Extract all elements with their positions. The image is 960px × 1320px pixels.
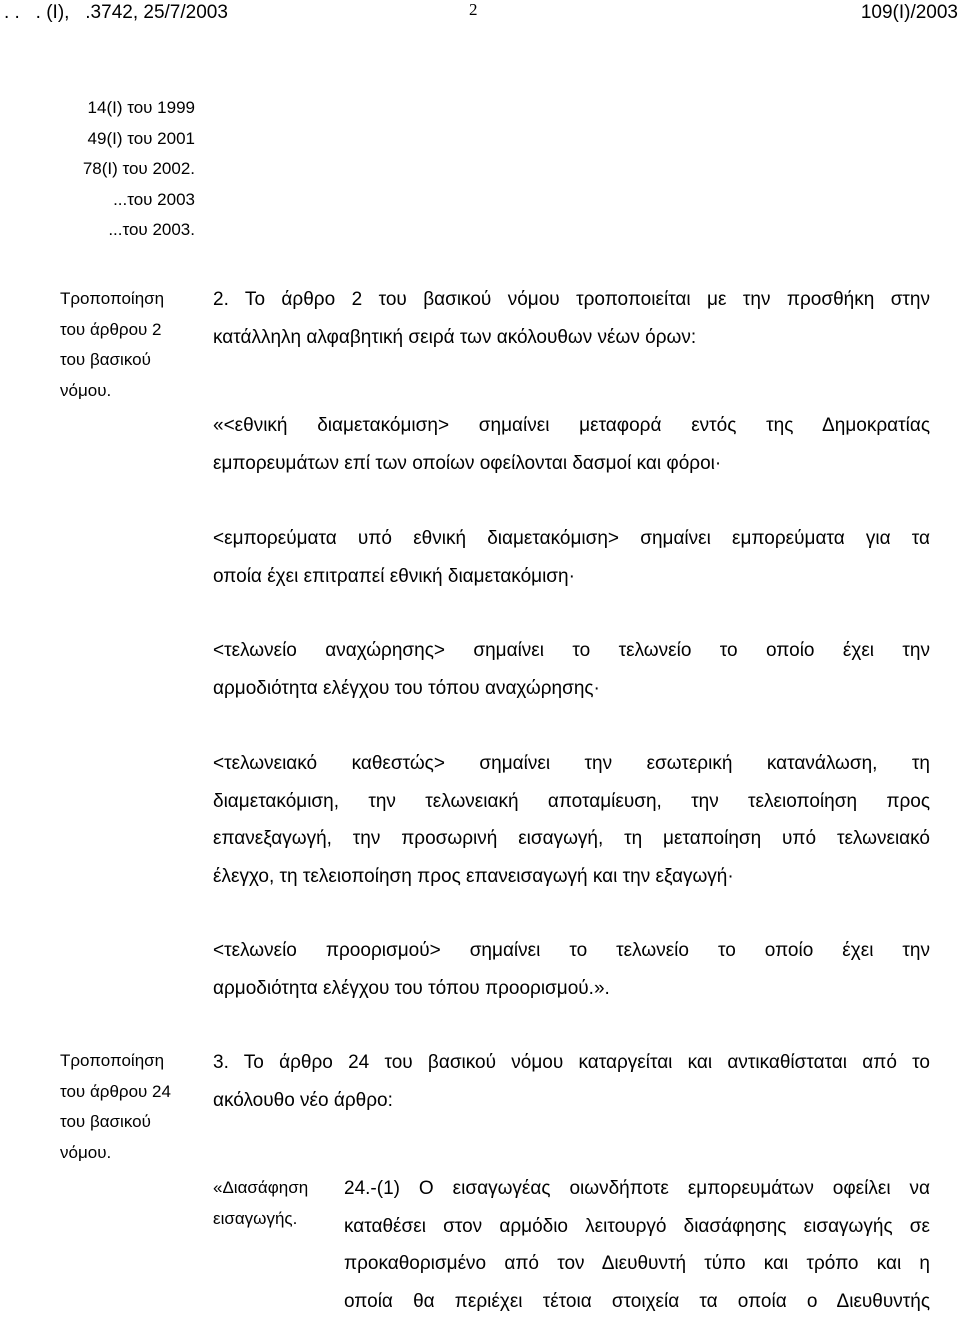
paragraph-line: διαμετακόμιση, την τελωνειακή αποταμίευση, την τελειοποίηση προς: [213, 783, 930, 821]
section-2-margin-note: [60, 284, 200, 406]
paragraph-line: καταθέσει στον αρμόδιο λειτουργό διασάφησης εισαγωγής σε: [344, 1208, 930, 1246]
gazette-reference: . . . (Ι), .3742, 25/7/2003: [4, 2, 228, 24]
definition-goods-under-national-transit: [213, 520, 930, 595]
margin-note-line: του βασικού: [60, 345, 200, 376]
paragraph-line: <τελωνείο αναχώρησης> σημαίνει το τελωνείο το οποίο έχει την: [213, 632, 930, 670]
amending-law: 14(Ι) του 1999: [83, 93, 195, 124]
paragraph-line: αρμοδιότητα ελέγχου του τόπου αναχώρησης·: [213, 670, 930, 708]
paragraph-line: 2. Το άρθρο 2 του βασικού νόμου τροποποιείται με την προσθήκη στην: [213, 281, 930, 319]
definition-office-of-destination: [213, 932, 930, 1007]
page-number: 2: [469, 0, 478, 20]
paragraph-line: κατάλληλη αλφαβητική σειρά των ακόλουθων νέων όρων:: [213, 319, 930, 357]
section-3-intro: [213, 1044, 930, 1119]
paragraph-line: οποία έχει επιτραπεί εθνική διαμετακόμιση·: [213, 558, 930, 596]
margin-note-line: νόμου.: [60, 1138, 200, 1169]
import-declaration-margin-note: [213, 1173, 308, 1234]
margin-note-line: «Διασάφηση: [213, 1173, 308, 1204]
paragraph-line: οποία θα περιέχει τέτοια στοιχεία τα οποία ο Διευθυντής: [344, 1283, 930, 1320]
margin-note-line: νόμου.: [60, 376, 200, 407]
margin-note-line: του άρθρου 2: [60, 315, 200, 346]
paragraph-line: 3. Το άρθρο 24 του βασικού νόμου καταργείται και αντικαθίσταται από το: [213, 1044, 930, 1082]
amending-law: ...του 2003: [83, 185, 195, 216]
paragraph-line: αρμοδιότητα ελέγχου του τόπου προορισμού.».: [213, 970, 930, 1008]
paragraph-line: <εμπορεύματα υπό εθνική διαμετακόμιση> σημαίνει εμπορεύματα για τα: [213, 520, 930, 558]
paragraph-line: προκαθορισμένο από τον Διευθυντή τύπο και τρόπο και η: [344, 1245, 930, 1283]
paragraph-line: 24.-(1) Ο εισαγωγέας οιωνδήποτε εμπορευμάτων οφείλει να: [344, 1170, 930, 1208]
amending-law: 49(Ι) του 2001: [83, 124, 195, 155]
margin-note-line: εισαγωγής.: [213, 1204, 308, 1235]
definition-national-transit: [213, 407, 930, 482]
margin-note-line: του άρθρου 24: [60, 1077, 200, 1108]
section-3-margin-note: [60, 1046, 200, 1168]
paragraph-line: έλεγχο, τη τελειοποίηση προς επανεισαγωγή και την εξαγωγή·: [213, 858, 930, 896]
paragraph-line: επανεξαγωγή, την προσωρινή εισαγωγή, τη μεταποίηση υπό τελωνειακό: [213, 820, 930, 858]
paragraph-line: εμπορευμάτων επί των οποίων οφείλονται δασμοί και φόροι·: [213, 445, 930, 483]
margin-note-line: του βασικού: [60, 1107, 200, 1138]
margin-note-line: Τροποποίηση: [60, 1046, 200, 1077]
amending-law: ...του 2003.: [83, 215, 195, 246]
margin-note-line: Τροποποίηση: [60, 284, 200, 315]
definition-office-of-departure: [213, 632, 930, 707]
law-number: 109(Ι)/2003: [861, 2, 958, 24]
paragraph-line: ακόλουθο νέο άρθρο:: [213, 1082, 930, 1120]
paragraph-line: <τελωνειακό καθεστώς> σημαίνει την εσωτερική κατανάλωση, τη: [213, 745, 930, 783]
paragraph-line: «<εθνική διαμετακόμιση> σημαίνει μεταφορά εντός της Δημοκρατίας: [213, 407, 930, 445]
section-2-intro: [213, 281, 930, 356]
amending-law: 78(Ι) του 2002.: [83, 154, 195, 185]
article-24-text: [344, 1170, 930, 1320]
definition-customs-procedure: [213, 745, 930, 895]
paragraph-line: <τελωνείο προορισμού> σημαίνει το τελωνείο το οποίο έχει την: [213, 932, 930, 970]
amending-laws-list: [83, 93, 195, 246]
